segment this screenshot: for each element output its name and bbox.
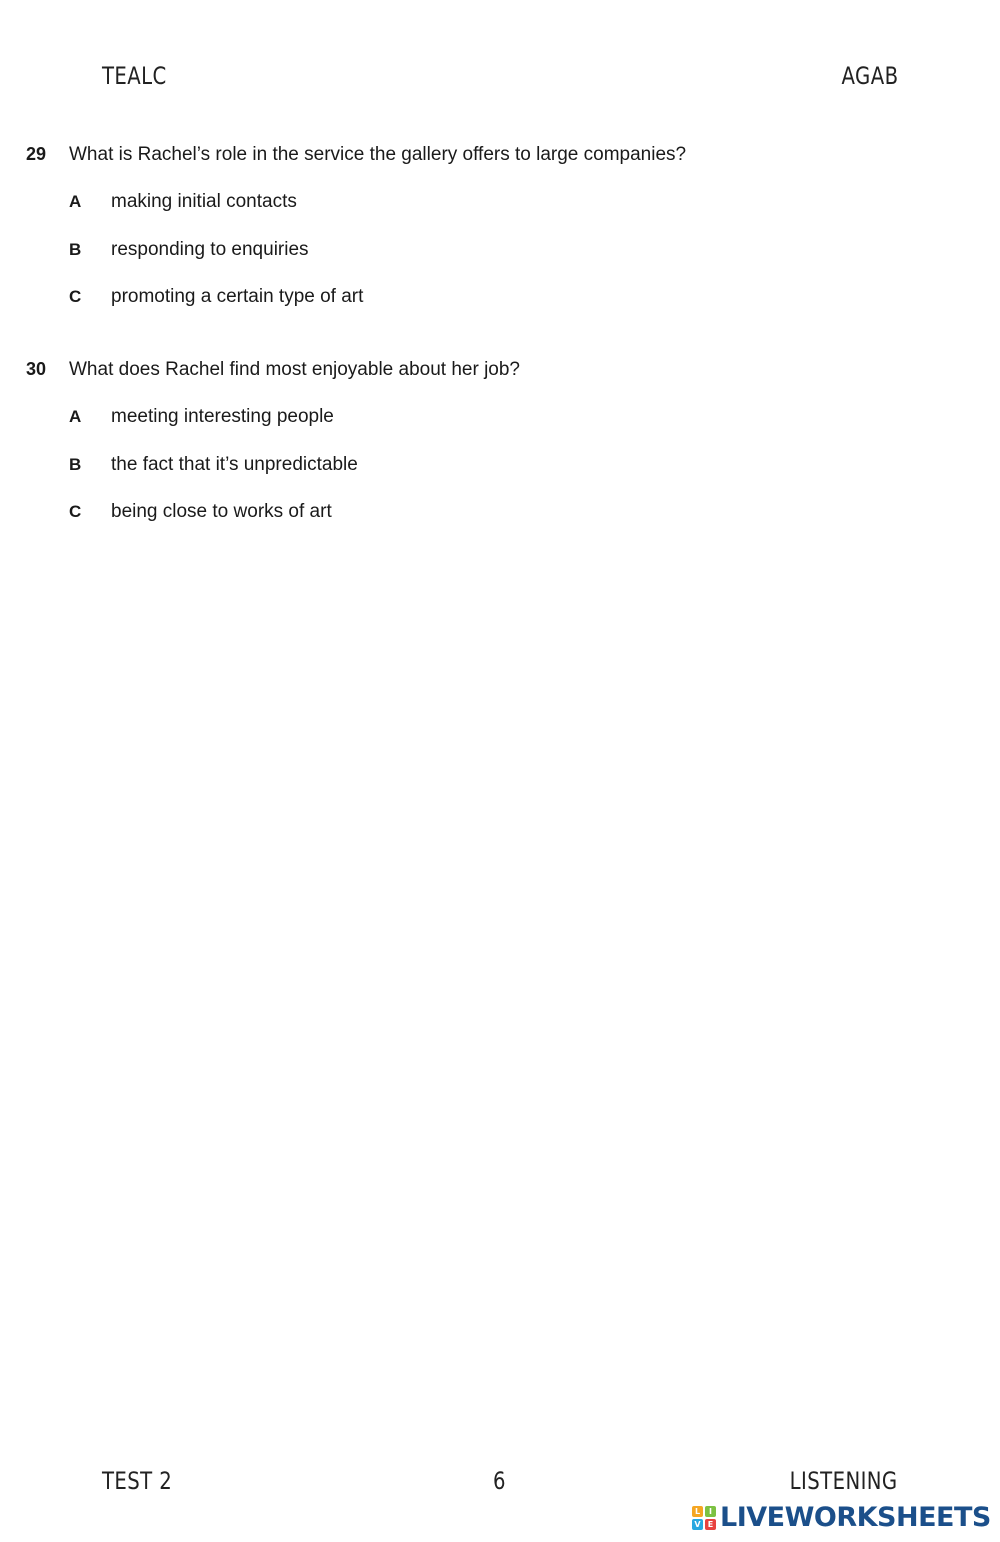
- question-29: [26, 144, 926, 334]
- option-text: the fact that it’s unpredictable: [111, 453, 358, 475]
- option-text: promoting a certain type of art: [111, 286, 364, 307]
- option-letter: B: [69, 454, 82, 474]
- footer-test-label: TEST 2: [102, 1467, 173, 1495]
- question-stem: [26, 359, 926, 385]
- question-30: [26, 359, 926, 549]
- question-text: What is Rachel’s role in the service the gallery offers to large companies?: [69, 144, 687, 165]
- logo-grid-icon: [692, 1506, 716, 1530]
- option-text: responding to enquiries: [111, 238, 309, 260]
- option-b[interactable]: [69, 454, 926, 480]
- option-letter: C: [69, 502, 82, 521]
- logo-tile: E: [705, 1519, 716, 1530]
- footer-section-label: LISTENING: [790, 1467, 898, 1495]
- question-number: 30: [26, 359, 47, 379]
- option-text: meeting interesting people: [111, 406, 334, 427]
- option-a[interactable]: [69, 191, 926, 217]
- liveworksheets-logo[interactable]: [692, 1502, 991, 1533]
- option-letter: A: [69, 192, 82, 211]
- options-list: [69, 406, 926, 527]
- option-text: making initial contacts: [111, 191, 297, 212]
- option-letter: A: [69, 407, 82, 426]
- option-a[interactable]: [69, 406, 926, 432]
- option-c[interactable]: [69, 501, 926, 527]
- logo-tile: V: [692, 1519, 703, 1530]
- option-text: being close to works of art: [111, 501, 332, 522]
- page-number: 6: [493, 1467, 506, 1495]
- header-left-label: TEALC: [102, 62, 167, 90]
- logo-tile: I: [705, 1506, 716, 1517]
- option-c[interactable]: [69, 286, 926, 312]
- logo-tile: L: [692, 1506, 703, 1517]
- question-stem: [26, 144, 926, 170]
- header-right-label: AGAB: [841, 62, 898, 90]
- option-b[interactable]: [69, 239, 926, 265]
- question-number: 29: [26, 144, 47, 164]
- logo-text: LIVEWORKSHEETS: [720, 1502, 991, 1533]
- option-letter: C: [69, 287, 82, 306]
- option-letter: B: [69, 239, 82, 259]
- question-text: What does Rachel find most enjoyable about her job?: [69, 359, 520, 380]
- options-list: [69, 191, 926, 312]
